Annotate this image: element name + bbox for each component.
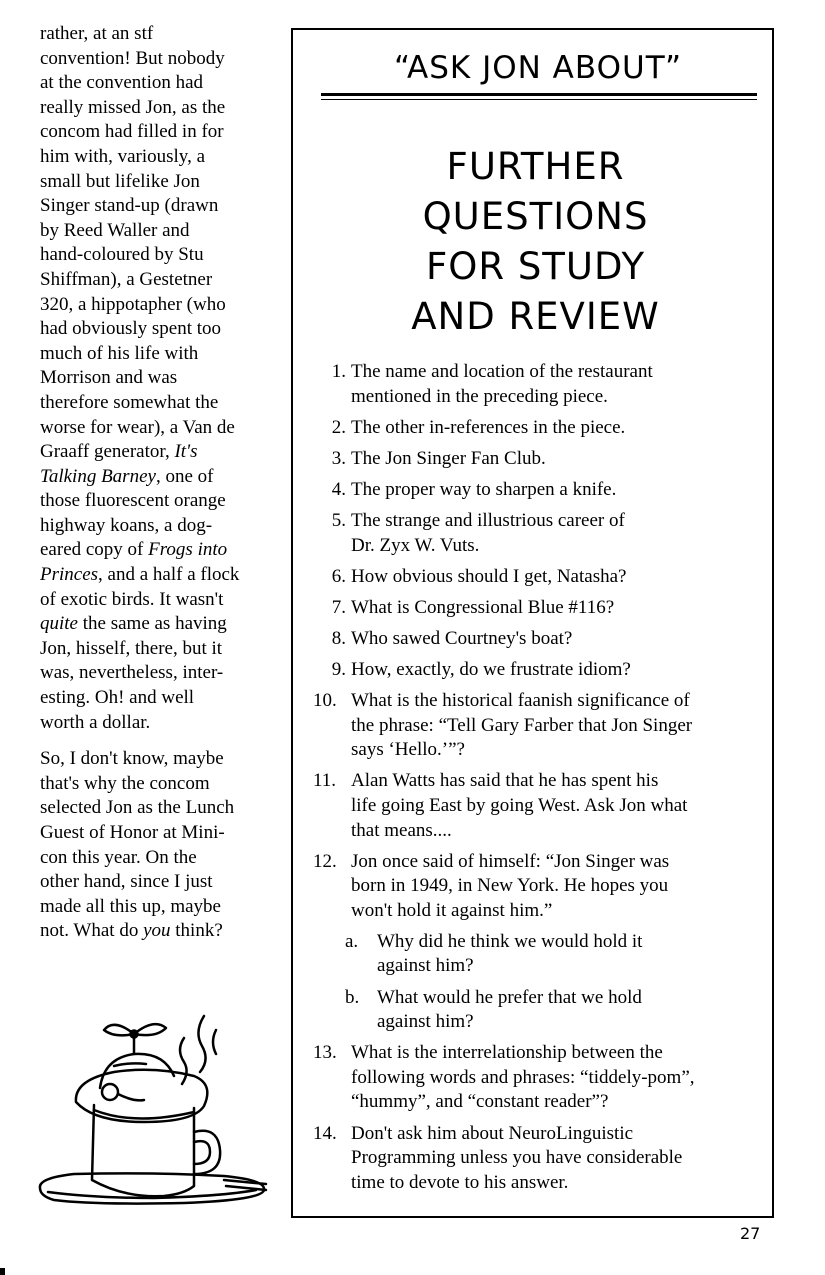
text-line: really missed Jon, as the — [40, 96, 226, 118]
text-line: worse for wear), a Van de — [40, 416, 235, 438]
list-item — [315, 447, 763, 472]
item-text: The proper way to sharpen a knife. — [351, 478, 617, 500]
list-item — [315, 509, 763, 558]
text-line — [40, 563, 272, 588]
book-title: Princes — [40, 564, 99, 586]
box-title: “ASK JON ABOUT” — [393, 50, 683, 86]
question-list — [315, 360, 763, 1202]
text-line — [40, 612, 272, 637]
item-number: 11. — [313, 770, 337, 792]
item-text: won't hold it against him.” — [351, 899, 553, 921]
item-number: 3. — [331, 447, 346, 469]
item-text: against him? — [377, 1011, 474, 1033]
sidebar-box — [291, 28, 774, 1218]
item-text: says ‘Hello.’”? — [351, 739, 465, 761]
item-text: Alan Watts has said that he has spent his — [351, 770, 659, 792]
text-line — [40, 919, 272, 944]
text-line: small but lifelike Jon — [40, 170, 200, 192]
text-line: rather, at an stf — [40, 23, 154, 44]
emphasis: you — [143, 920, 171, 942]
text-segment: the same as having — [82, 613, 227, 635]
list-item — [315, 850, 763, 924]
list-item — [315, 689, 763, 763]
sub-list-item — [315, 930, 763, 979]
emphasis: quite — [40, 613, 78, 635]
text-segment: think? — [175, 920, 223, 942]
item-text: time to devote to his answer. — [351, 1171, 569, 1193]
title-underline — [321, 93, 757, 96]
item-number: 13. — [313, 1042, 337, 1064]
item-letter: a. — [345, 930, 359, 952]
list-item — [315, 1122, 763, 1196]
list-item — [315, 360, 763, 409]
item-text: What is Congressional Blue #116? — [351, 596, 615, 618]
item-text: Who sawed Courtney's boat? — [351, 627, 573, 649]
item-text: following words and phrases: “tiddely-pom”, — [351, 1066, 695, 1088]
item-text: What would he prefer that we hold — [377, 986, 642, 1008]
text-line: con this year. On the — [40, 846, 197, 868]
text-line: other hand, since I just — [40, 871, 213, 893]
item-number: 5. — [331, 509, 346, 531]
text-line: selected Jon as the Lunch — [40, 797, 235, 819]
item-number: 9. — [331, 658, 346, 680]
text-segment: not. What do — [40, 920, 139, 942]
item-text: the phrase: “Tell Gary Farber that Jon Singer — [351, 714, 693, 736]
text-line: hand-coloured by Stu — [40, 244, 204, 266]
text-line: therefore somewhat the — [40, 391, 219, 413]
item-text: mentioned in the preceding piece. — [351, 385, 608, 407]
text-line: Guest of Honor at Mini- — [40, 822, 225, 843]
text-line: 320, a hippotapher (who — [40, 293, 226, 315]
text-segment: eared copy of — [40, 539, 144, 561]
text-line: concom had filled in for — [40, 121, 224, 143]
item-number: 1. — [331, 361, 346, 382]
list-item — [315, 565, 763, 590]
book-title: It's — [174, 441, 198, 463]
item-text: that means.... — [351, 819, 452, 841]
text-line: esting. Oh! and well — [40, 687, 195, 709]
text-line: that's why the concom — [40, 772, 210, 794]
margin-mark — [0, 1268, 5, 1275]
title-underline-thin — [321, 99, 757, 100]
list-item — [315, 478, 763, 503]
book-title: Frogs into — [148, 539, 228, 561]
item-text: The name and location of the restaurant — [351, 361, 653, 382]
item-text: life going East by going West. Ask Jon what — [351, 794, 688, 816]
list-item — [315, 658, 763, 683]
item-number: 7. — [331, 596, 346, 618]
item-text: “hummy”, and “constant reader”? — [351, 1091, 609, 1113]
text-line: him with, variously, a — [40, 145, 205, 167]
left-column — [40, 22, 272, 956]
list-item — [315, 596, 763, 621]
text-line: Singer stand-up (drawn — [40, 195, 219, 217]
text-line — [40, 440, 272, 465]
text-line: of exotic birds. It wasn't — [40, 588, 224, 610]
item-number: 2. — [331, 416, 346, 438]
text-line: made all this up, maybe — [40, 895, 221, 917]
item-text: The other in-references in the piece. — [351, 416, 626, 438]
item-text: Dr. Zyx W. Vuts. — [351, 534, 480, 556]
page-number: 27 — [740, 1224, 761, 1243]
list-item — [315, 416, 763, 441]
item-text: Why did he think we would hold it — [377, 930, 643, 952]
text-segment: , one of — [155, 465, 214, 487]
list-item — [315, 769, 763, 843]
text-segment: , and a half a flock — [98, 564, 240, 586]
text-line: those fluorescent orange — [40, 490, 226, 512]
item-text: How obvious should I get, Natasha? — [351, 565, 627, 587]
item-text: The strange and illustrious career of — [351, 509, 625, 531]
item-text: Programming unless you have considerable — [351, 1147, 683, 1169]
propeller-beanie-teapot-icon — [34, 1010, 269, 1210]
item-number: 12. — [313, 850, 337, 872]
text-line: by Reed Waller and — [40, 219, 190, 241]
text-line: much of his life with — [40, 342, 199, 364]
item-text: born in 1949, in New York. He hopes you — [351, 875, 669, 897]
text-line — [40, 538, 272, 563]
item-letter: b. — [345, 986, 360, 1008]
item-number: 14. — [313, 1122, 337, 1144]
item-number: 4. — [331, 478, 346, 500]
item-text: How, exactly, do we frustrate idiom? — [351, 658, 631, 680]
heading-line: QUESTIONS — [422, 195, 649, 238]
text-line: was, nevertheless, inter- — [40, 662, 224, 684]
item-text: Jon once said of himself: “Jon Singer was — [351, 850, 670, 872]
item-text: The Jon Singer Fan Club. — [351, 447, 546, 469]
text-line: worth a dollar. — [40, 711, 151, 733]
section-heading — [323, 142, 748, 342]
text-segment: Graaff generator, — [40, 441, 170, 463]
text-line: highway koans, a dog- — [40, 514, 213, 536]
item-text: What is the historical faanish significance of — [351, 690, 690, 712]
list-item — [315, 1041, 763, 1115]
list-item — [315, 627, 763, 652]
text-line: at the convention had — [40, 72, 204, 94]
heading-line: FOR STUDY — [425, 245, 646, 288]
book-title: Talking Barney — [40, 465, 156, 487]
text-line: Shiffman), a Gestetner — [40, 268, 213, 290]
item-number: 6. — [331, 565, 346, 587]
item-text: What is the interrelationship between the — [351, 1042, 663, 1064]
item-number: 10. — [313, 690, 337, 712]
heading-line: FURTHER — [446, 145, 625, 188]
text-line: had obviously spent too — [40, 318, 222, 340]
item-text: Don't ask him about NeuroLinguistic — [351, 1122, 634, 1144]
left-paragraph-2 — [40, 747, 272, 944]
item-number: 8. — [331, 627, 346, 649]
text-line — [40, 465, 272, 490]
text-line: So, I don't know, maybe — [40, 748, 224, 770]
left-paragraph-1 — [40, 22, 272, 735]
text-line: Jon, hisself, there, but it — [40, 637, 223, 659]
text-line: convention! But nobody — [40, 47, 225, 69]
heading-line: AND REVIEW — [411, 295, 660, 338]
item-text: against him? — [377, 955, 474, 977]
sub-list-item — [315, 986, 763, 1035]
text-line: Morrison and was — [40, 367, 178, 389]
